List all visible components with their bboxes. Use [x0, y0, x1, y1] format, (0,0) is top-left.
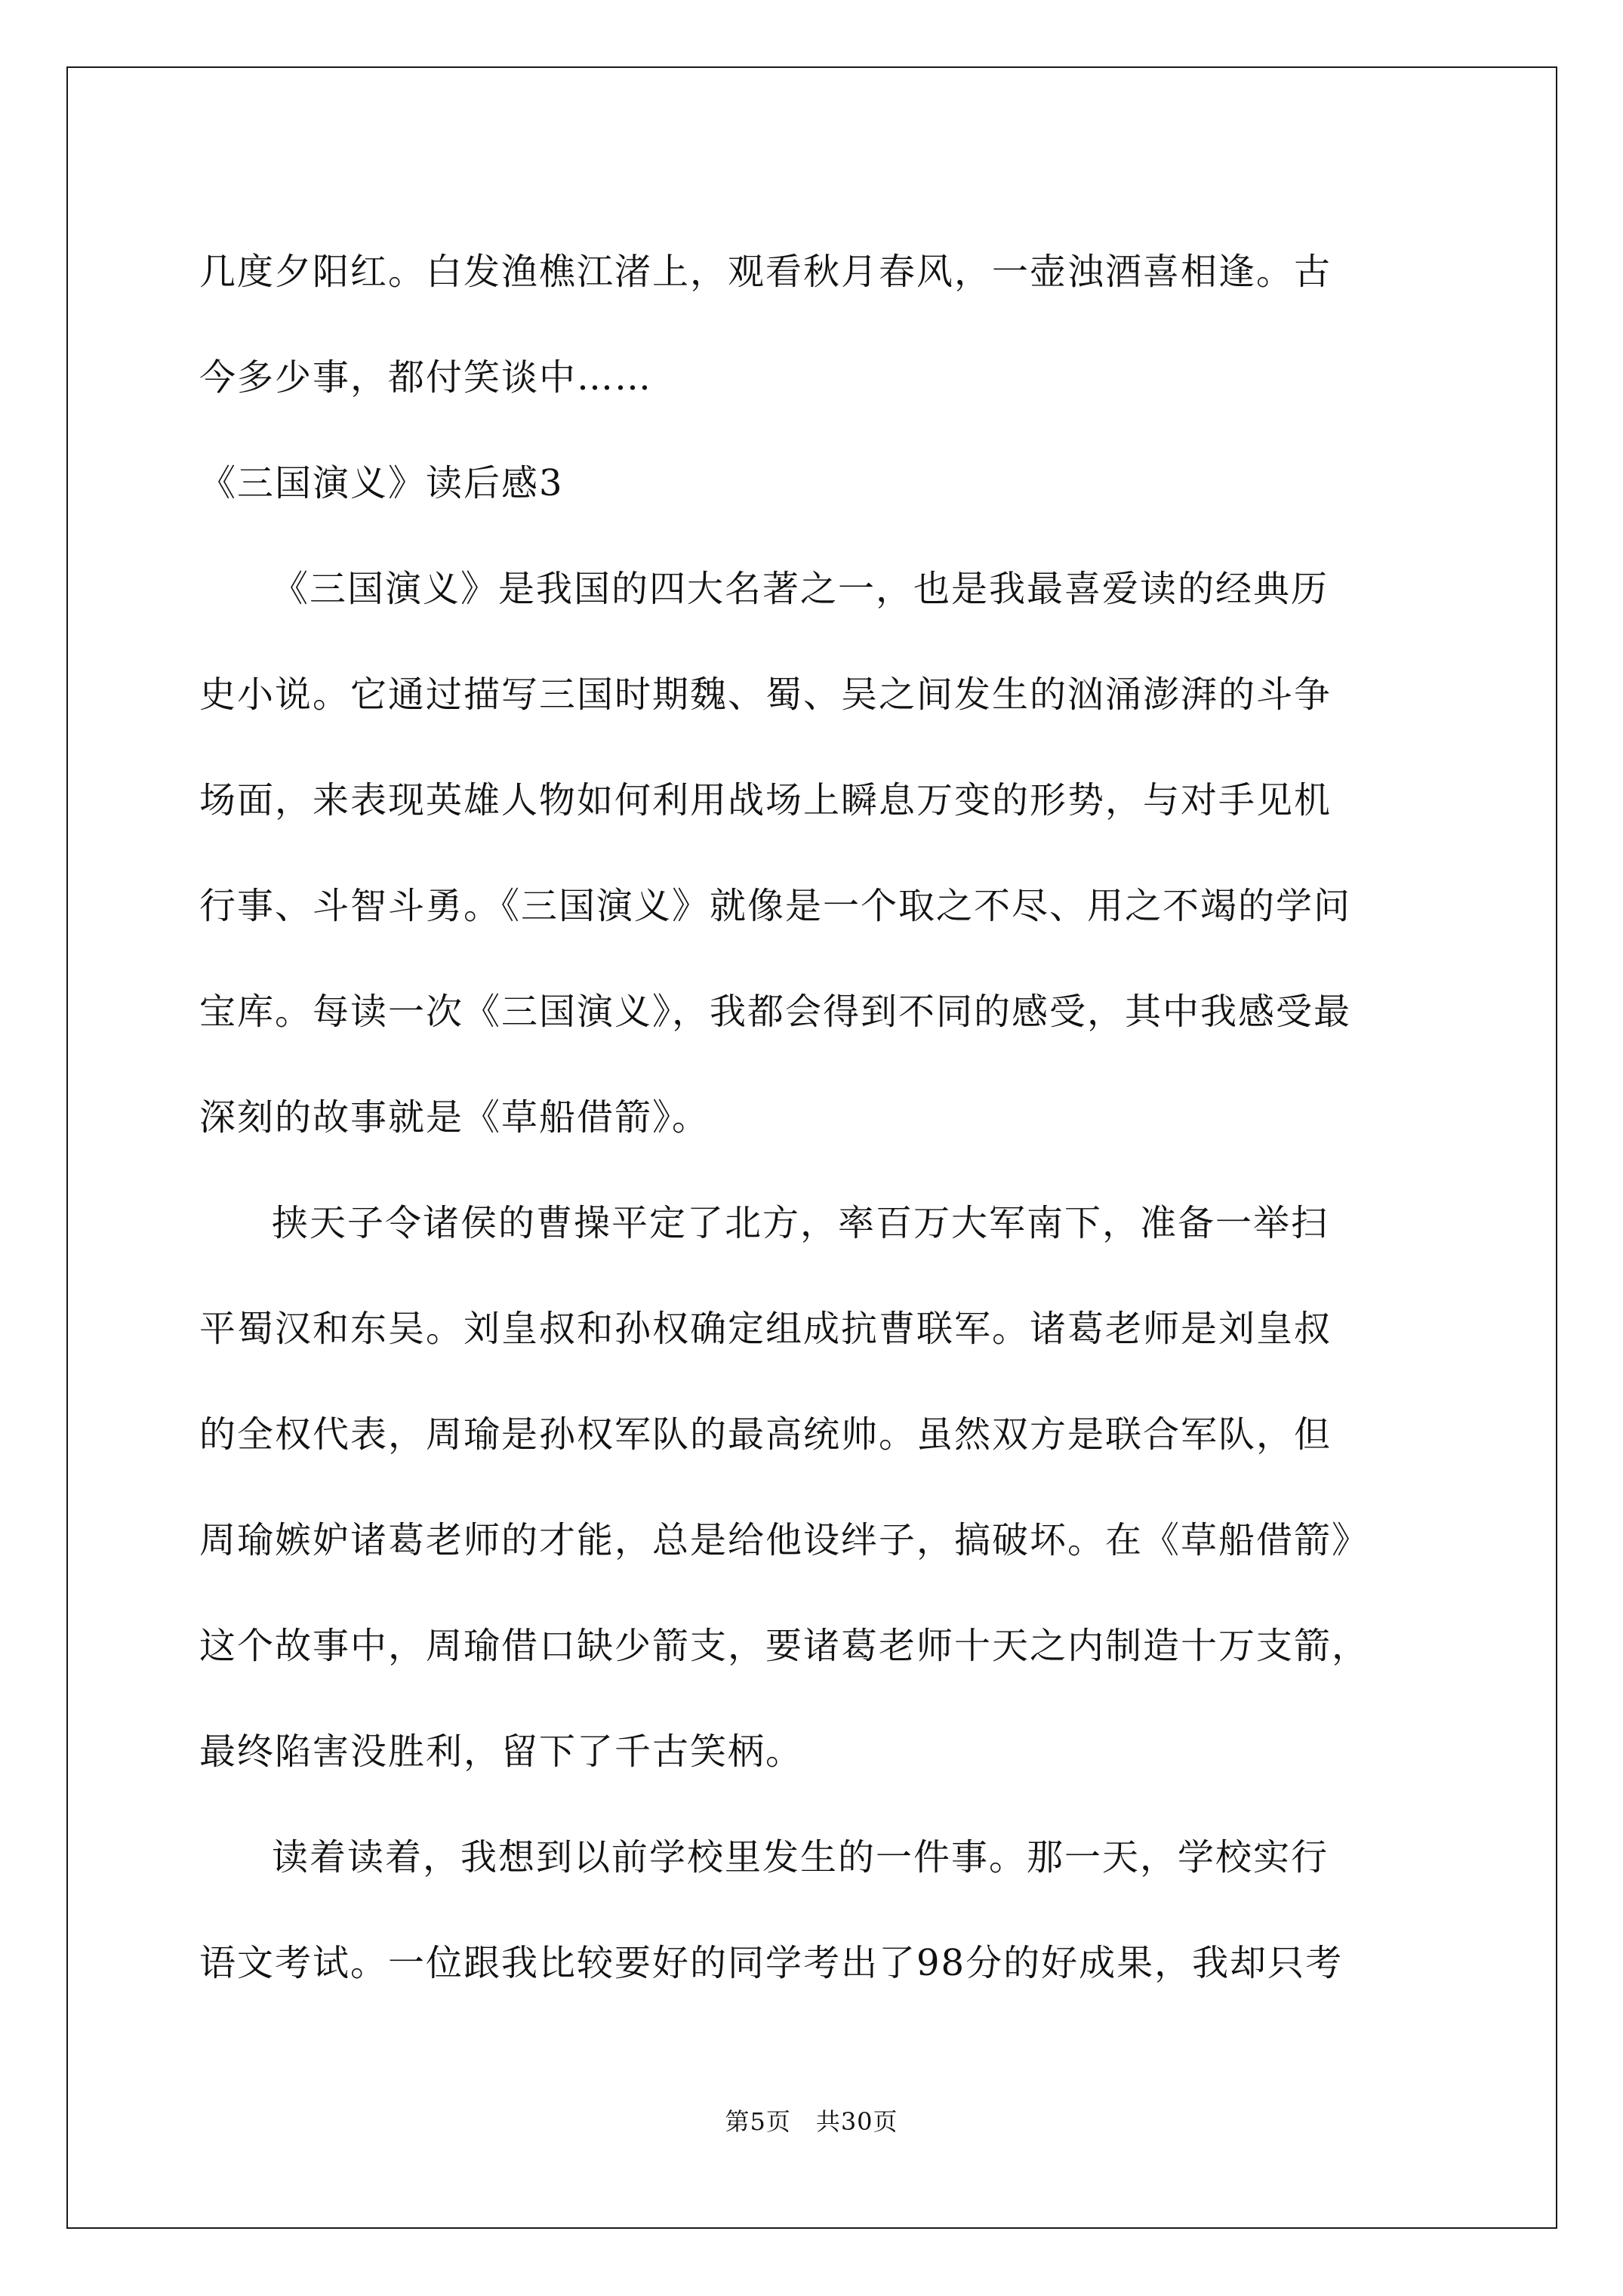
text-line: 行事、斗智斗勇。《三国演义》就像是一个取之不尽、用之不竭的学问 — [199, 885, 1352, 927]
text-line: 宝库。每读一次《三国演义》，我都会得到不同的感受，其中我感受最 — [199, 991, 1352, 1033]
text-line: 语文考试。一位跟我比较要好的同学考出了98分的好成果，我却只考 — [199, 1942, 1344, 1984]
paragraph-first-line: 挟天子令诸侯的曹操平定了北方，率百万大军南下，准备一举扫 — [272, 1202, 1329, 1244]
text-line: 平蜀汉和东吴。刘皇叔和孙权确定组成抗曹联军。诸葛老师是刘皇叔 — [199, 1308, 1332, 1350]
text-line: 最终陷害没胜利，留下了千古笑柄。 — [199, 1730, 804, 1773]
document-body — [199, 219, 1431, 2016]
text-line: 几度夕阳红。白发渔樵江渚上，观看秋月春风，一壶浊酒喜相逢。古 — [199, 251, 1332, 293]
paragraph-first-line: 读着读着，我想到以前学校里发生的一件事。那一天，学校实行 — [272, 1836, 1329, 1878]
text-line: 的全权代表，周瑜是孙权军队的最高统帅。虽然双方是联合军队，但 — [199, 1413, 1332, 1456]
page-number-footer: 第5页 共30页 — [725, 2107, 898, 2136]
text-line: 周瑜嫉妒诸葛老师的才能，总是给他设绊子，搞破坏。在《草船借箭》 — [199, 1519, 1370, 1561]
text-line: 深刻的故事就是《草船借箭》。 — [199, 1096, 710, 1139]
text-line: 今多少事，都付笑谈中…… — [199, 356, 653, 399]
text-line: 史小说。它通过描写三国时期魏、蜀、吴之间发生的汹涌澎湃的斗争 — [199, 673, 1332, 716]
text-line: 场面，来表现英雄人物如何利用战场上瞬息万变的形势，与对手见机 — [199, 779, 1332, 821]
paragraph-first-line: 《三国演义》是我国的四大名著之一，也是我最喜爱读的经典历 — [272, 568, 1329, 610]
section-heading: 《三国演义》读后感3 — [199, 462, 564, 504]
text-line: 这个故事中，周瑜借口缺少箭支，要诸葛老师十天之内制造十万支箭， — [199, 1625, 1370, 1667]
